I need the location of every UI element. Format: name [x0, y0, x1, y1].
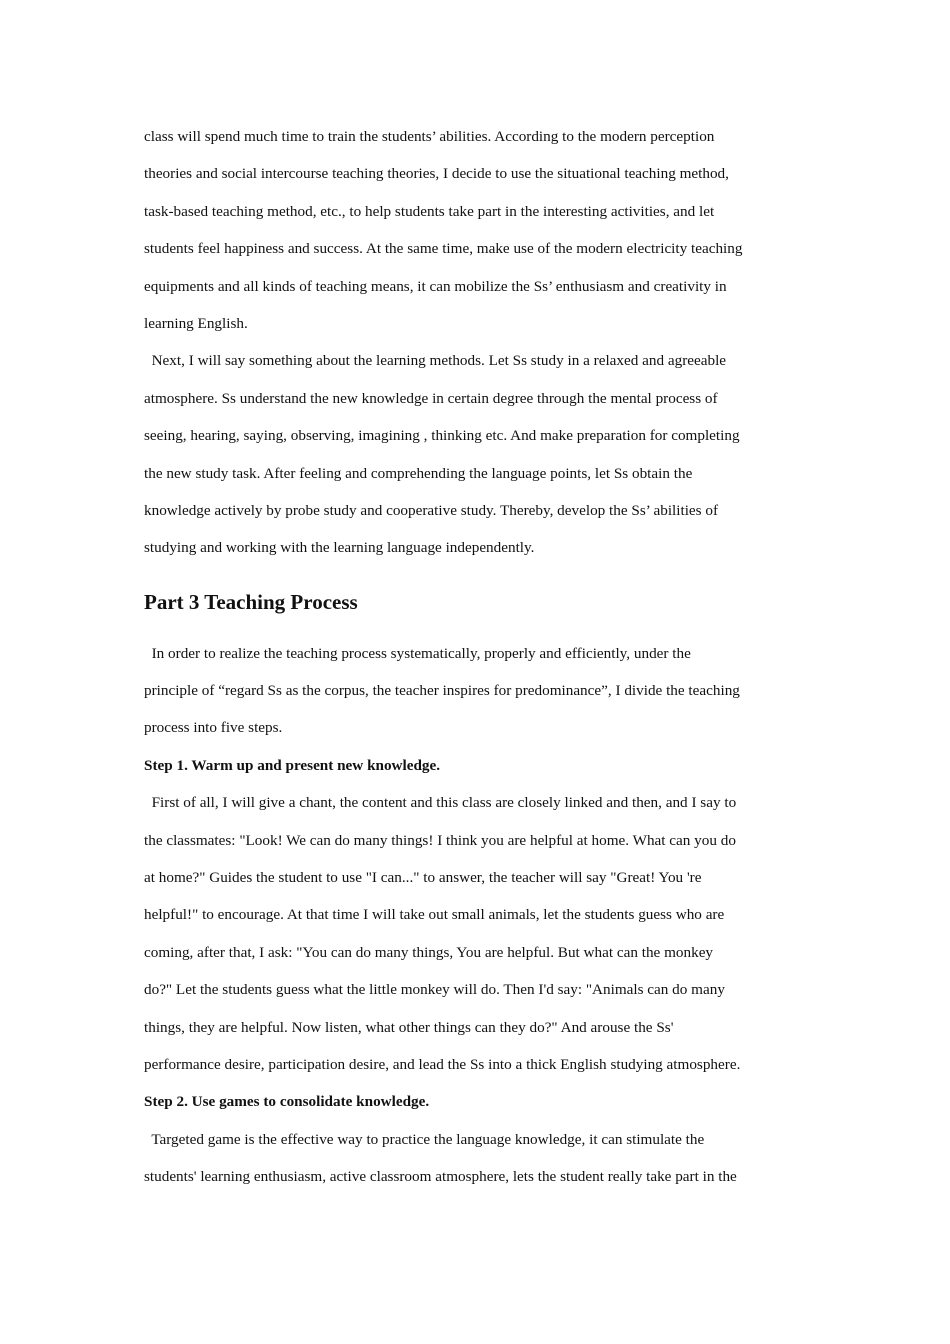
text-line: things, they are helpful. Now listen, what other things can they do?" And arouse the Ss' — [144, 1018, 674, 1036]
text-line: In order to realize the teaching process systematically, properly and efficiently, under the — [144, 644, 691, 662]
text-line: coming, after that, I ask: "You can do many things, You are helpful. But what can the monkey — [144, 943, 714, 961]
step-title: Step 1. Warm up and present new knowledge. — [144, 756, 441, 774]
document-page — [144, 118, 812, 1196]
text-line: at home?" Guides the student to use "I can..." to answer, the teacher will say "Great! You 're — [144, 869, 702, 887]
text-line: process into five steps. — [144, 719, 283, 737]
step-2 — [144, 1083, 812, 1195]
text-line: studying and working with the learning language independently. — [144, 539, 535, 557]
text-line: the new study task. After feeling and comprehending the language points, let Ss obtain the — [144, 464, 693, 482]
text-line: principle of “regard Ss as the corpus, the teacher inspires for predominance”, I divide the teaching — [144, 682, 740, 700]
text-line: Next, I will say something about the learning methods. Let Ss study in a relaxed and agreeable — [144, 352, 727, 370]
paragraph-process-intro — [144, 635, 812, 747]
section-heading: Part 3 Teaching Process — [144, 589, 358, 614]
text-line: class will spend much time to train the students’ abilities. According to the modern perception — [144, 128, 715, 145]
text-line: atmosphere. Ss understand the new knowledge in certain degree through the mental process of — [144, 389, 718, 407]
text-line: equipments and all kinds of teaching means, it can mobilize the Ss’ enthusiasm and creativity in — [144, 277, 727, 295]
text-line: performance desire, participation desire, and lead the Ss into a thick English studying atmosphere. — [144, 1055, 741, 1073]
text-line: seeing, hearing, saying, observing, imagining , thinking etc. And make preparation for completing — [144, 427, 740, 445]
paragraph-teaching-methods — [144, 118, 812, 342]
text-line: task-based teaching method, etc., to help students take part in the interesting activities, and let — [144, 202, 715, 220]
step-title: Step 2. Use games to consolidate knowledge. — [144, 1093, 430, 1111]
text-line: students' learning enthusiasm, active classroom atmosphere, lets the student really take part in the — [144, 1168, 737, 1186]
text-line: learning English. — [144, 314, 248, 332]
text-line: knowledge actively by probe study and cooperative study. Thereby, develop the Ss’ abilities of — [144, 501, 719, 519]
text-line: Targeted game is the effective way to practice the language knowledge, it can stimulate the — [144, 1130, 705, 1148]
text-line: students feel happiness and success. At the same time, make use of the modern electricity teaching — [144, 240, 743, 258]
text-line: First of all, I will give a chant, the content and this class are closely linked and then, and I say to — [144, 794, 737, 812]
step-1 — [144, 747, 812, 1084]
text-line: helpful!" to encourage. At that time I will take out small animals, let the students guess who are — [144, 906, 725, 924]
paragraph-learning-methods — [144, 342, 812, 566]
text-line: do?" Let the students guess what the little monkey will do. Then I'd say: "Animals can do many — [144, 981, 725, 999]
text-line: theories and social intercourse teaching theories, I decide to use the situational teaching method, — [144, 165, 729, 183]
text-line: the classmates: "Look! We can do many things! I think you are helpful at home. What can you do — [144, 831, 736, 849]
